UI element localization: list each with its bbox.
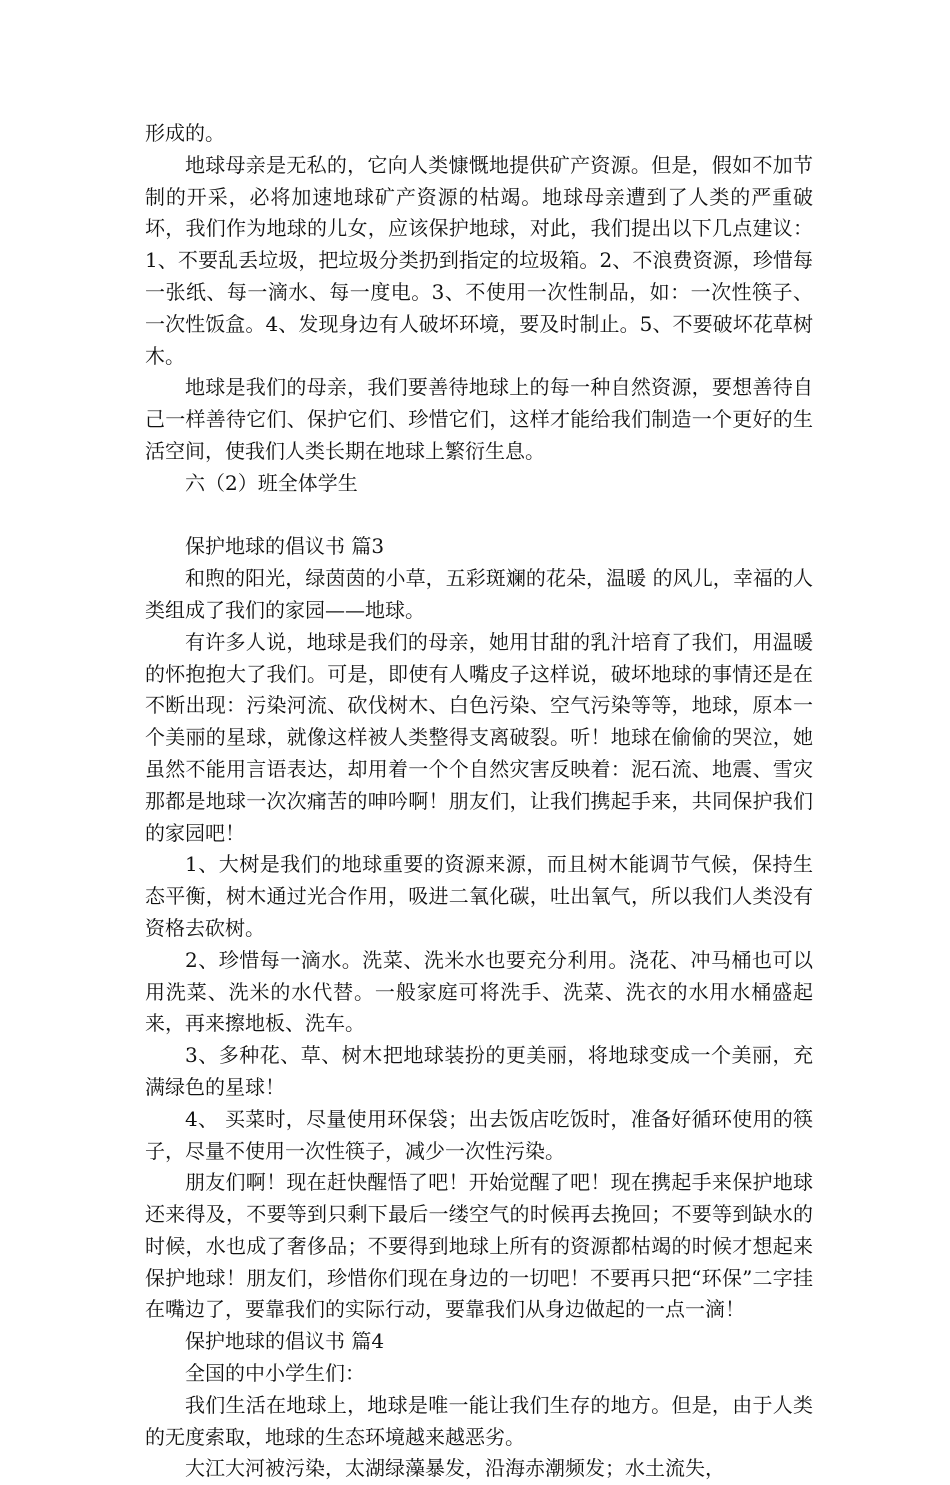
signature-class: 六（2）班全体学生 <box>185 470 358 495</box>
section-heading-part-4: 保护地球的倡议书 篇4 <box>185 1329 385 1354</box>
document-body <box>145 118 813 1485</box>
paragraph-living-on-earth: 我们生活在地球上，地球是唯一能让我们生存的地方。但是，由于人类的无度索取，地球的生态环境越来越恶劣。 <box>145 1392 813 1449</box>
paragraph-mineral-resources: 地球母亲是无私的，它向人类慷慨地提供矿产资源。但是，假如不加节制的开采，必将加速地球矿产资源的枯竭。地球母亲遭到了人类的严重破坏，我们作为地球的儿女，应该保护地球，对此，我们提出以下几点建议：1、不要乱丢垃圾，把垃圾分类扔到指定的垃圾箱。2、不浪费资源，珍惜每一张纸、每一滴水、每一度电。3、不使用一次性制品，如：一次性筷子、一次性饭盒。4、发现身边有人破坏环境，要及时制止。5、不要破坏花草树木。 <box>145 152 813 368</box>
paragraph-call-to-action: 朋友们啊！现在赶快醒悟了吧！开始觉醒了吧！现在携起手来保护地球还来得及，不要等到只剩下最后一缕空气的时候再去挽回；不要等到缺水的时候，水也成了奢侈品；不要得到地球上所有的资源都枯竭的时候才想起来保护地球！朋友们，珍惜你们现在身边的一切吧！不要再只把“环保”二字挂在嘴边了，要靠我们的实际行动，要靠我们从身边做起的一点一滴！ <box>145 1170 813 1322</box>
paragraph-pollution: 大江大河被污染，太湖绿藻暴发，沿海赤潮频发；水土流失， <box>185 1456 725 1481</box>
blank-line <box>145 500 813 532</box>
list-item-plants: 3、多种花、草、树木把地球装扮的更美丽，将地球变成一个美丽，充满绿色的星球！ <box>145 1043 813 1099</box>
section-heading-part-3: 保护地球的倡议书 篇3 <box>185 534 385 559</box>
list-item-trees: 1、大树是我们的地球重要的资源来源，而且树木能调节气候，保持生态平衡，树木通过光合作用，吸进二氧化碳，吐出氧气，所以我们人类没有资格去砍树。 <box>145 852 813 940</box>
paragraph-continuation: 形成的。 <box>145 121 225 145</box>
salutation: 全国的中小学生们： <box>185 1361 365 1386</box>
paragraph-earth-crying: 有许多人说，地球是我们的母亲，她用甘甜的乳汁培育了我们，用温暖 的怀抱抱大了我们。可是，即使有人嘴皮子这样说，破坏地球的事情还是在不断出现：污染河流、砍伐树木、白色污染、空气污染等等，地球，原本一个美丽的星球，就像这样被人类整得支离破裂。听！地球在偷偷的哭泣，她虽然不能用言语表达，却用着一个个自然灾害反映着：泥石流、地震、雪灾那都是地球一次次痛苦的呻吟啊！朋友们，让我们携起手来，共同保护我们的家园吧！ <box>145 629 813 845</box>
list-item-shopping: 4、 买菜时，尽量使用环保袋；出去饭店吃饭时，准备好循环使用的筷子，尽量不使用一次性筷子，减少一次性污染。 <box>145 1106 813 1163</box>
paragraph-earth-mother: 地球是我们的母亲，我们要善待地球上的每一种自然资源，要想善待自己一样善待它们、保护它们、珍惜它们，这样才能给我们制造一个更好的生活空间，使我们人类长期在地球上繁衍生息。 <box>145 375 813 463</box>
paragraph-home-earth: 和煦的阳光，绿茵茵的小草，五彩斑斓的花朵，温暖 的风儿，幸福的人类组成了我们的家园——地球。 <box>145 566 813 622</box>
list-item-water: 2、珍惜每一滴水。洗菜、洗米水也要充分利用。浇花、冲马桶也可以用洗菜、洗米的水代替。一般家庭可将洗手、洗菜、洗衣的水用水桶盛起来，再来擦地板、洗车。 <box>145 947 813 1036</box>
